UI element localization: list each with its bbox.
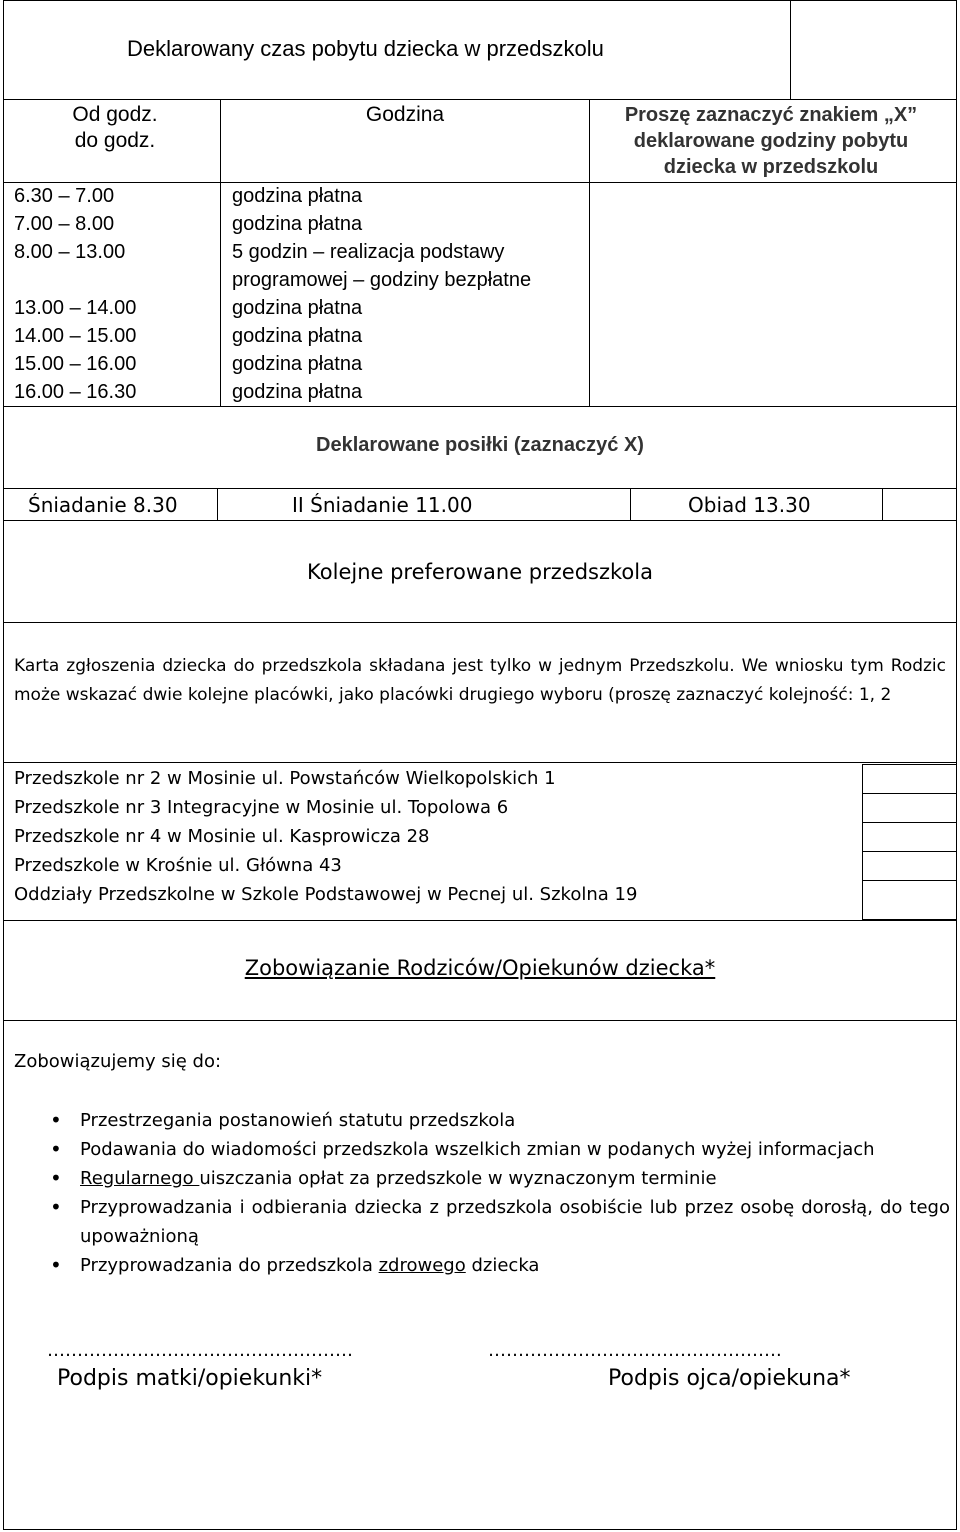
- obligation-list: [80, 1106, 950, 1280]
- list-item-text: Przyprowadzania i odbierania dziecka z przedszkola osobiście lub przez osobę dorosłą, do tego upoważnioną: [80, 1197, 950, 1247]
- col-header-hour: Godzina: [365, 103, 445, 126]
- hour-mark-cell[interactable]: [590, 182, 956, 210]
- list-item: [80, 1193, 950, 1251]
- hour-mark-cell[interactable]: [590, 350, 956, 378]
- divider: [3, 406, 957, 407]
- list-item-text: Przestrzegania postanowień statutu przedszkola: [80, 1110, 516, 1131]
- divider: [630, 488, 631, 521]
- obligation-intro: Zobowiązujemy się do:: [14, 1051, 222, 1072]
- divider: [217, 488, 218, 521]
- divider: [882, 488, 883, 521]
- list-item-emphasis: Regularnego: [80, 1168, 200, 1189]
- hour-description: godzina płatna: [232, 353, 363, 375]
- hour-description: 5 godzin – realizacja podstawy programowej – godziny bezpłatne: [232, 241, 532, 291]
- hour-description: godzina płatna: [232, 325, 363, 347]
- preferences-title: Kolejne preferowane przedszkola: [307, 560, 653, 584]
- hour-description: godzina płatna: [232, 185, 363, 207]
- hour-mark-cell[interactable]: [590, 210, 956, 238]
- breakfast-label: Śniadanie 8.30: [28, 493, 178, 517]
- hour-range: 7.00 – 8.00: [14, 213, 115, 235]
- school-option: Oddziały Przedszkolne w Szkole Podstawowej w Pecnej ul. Szkolna 19: [14, 884, 638, 905]
- list-item: [80, 1251, 950, 1280]
- signature-line-father: ………………………………………….: [488, 1340, 782, 1361]
- divider: [3, 488, 957, 489]
- divider: [3, 762, 957, 763]
- list-item-text: dziecka: [465, 1255, 540, 1276]
- lunch-label: Obiad 13.30: [688, 493, 811, 517]
- list-item: [80, 1106, 950, 1135]
- divider: [3, 622, 957, 623]
- list-item: [80, 1135, 950, 1164]
- obligation-title: Zobowiązanie Rodziców/Opiekunów dziecka*: [244, 956, 716, 980]
- list-item-emphasis: zdrowego: [378, 1255, 466, 1276]
- divider: [3, 99, 957, 100]
- school-option: Przedszkole nr 2 w Mosinie ul. Powstańców Wielkopolskich 1: [14, 768, 556, 789]
- signature-label-mother: Podpis matki/opiekunki*: [57, 1366, 323, 1391]
- school-option: Przedszkole w Krośnie ul. Główna 43: [14, 855, 342, 876]
- school-order-field[interactable]: [862, 822, 957, 852]
- hour-description: godzina płatna: [232, 381, 363, 403]
- signature-label-father: Podpis ojca/opiekuna*: [608, 1366, 851, 1391]
- list-item: [80, 1164, 950, 1193]
- col-header-mark: Proszę zaznaczyć znakiem „X” deklarowane godziny pobytu dziecka w przedszkolu: [624, 104, 918, 178]
- divider: [220, 99, 221, 407]
- hour-description: godzina płatna: [232, 213, 363, 235]
- school-order-field[interactable]: [862, 851, 957, 881]
- hour-range: 16.00 – 16.30: [14, 381, 137, 403]
- hour-description: godzina płatna: [232, 297, 363, 319]
- divider: [3, 1020, 957, 1021]
- list-item-text: Przyprowadzania do przedszkola: [80, 1255, 379, 1276]
- hour-range: 13.00 – 14.00: [14, 297, 137, 319]
- divider: [3, 920, 957, 921]
- signature-line-mother: ……………………………………………: [47, 1340, 353, 1361]
- school-option: Przedszkole nr 3 Integracyjne w Mosinie ul. Topolowa 6: [14, 797, 509, 818]
- school-option: Przedszkole nr 4 w Mosinie ul. Kasprowicza 28: [14, 826, 430, 847]
- hour-range: 6.30 – 7.00: [14, 185, 115, 207]
- preferences-description: Karta zgłoszenia dziecka do przedszkola składana jest tylko w jednym Przedszkolu. We wniosku tym Rodzic może wskazać dwie kolejne placówki, jako placówki drugiego wyboru (proszę zaznaczyć kolejność: 1, 2: [14, 656, 946, 705]
- hour-mark-cell[interactable]: [590, 294, 956, 322]
- hour-range: 14.00 – 15.00: [14, 325, 137, 347]
- divider: [790, 0, 791, 100]
- hour-range: 8.00 – 13.00: [14, 241, 126, 263]
- school-order-field[interactable]: [862, 793, 957, 823]
- list-item-text: Podawania do wiadomości przedszkola wszelkich zmian w podanych wyżej informacjach: [80, 1139, 875, 1160]
- hour-mark-cell[interactable]: [590, 322, 956, 350]
- col-header-from-to: Od godz. do godz.: [72, 103, 158, 152]
- page-title: Deklarowany czas pobytu dziecka w przedszkolu: [127, 36, 604, 61]
- meals-title: Deklarowane posiłki (zaznaczyć X): [316, 434, 644, 456]
- hour-mark-cell[interactable]: [590, 238, 956, 294]
- hour-range: 15.00 – 16.00: [14, 353, 137, 375]
- hour-mark-cell[interactable]: [590, 378, 956, 406]
- school-order-field[interactable]: [862, 764, 957, 794]
- school-order-field[interactable]: [862, 880, 957, 920]
- second-breakfast-label: II Śniadanie 11.00: [292, 493, 473, 517]
- list-item-text: uiszczania opłat za przedszkole w wyznaczonym terminie: [199, 1168, 717, 1189]
- divider: [3, 520, 957, 521]
